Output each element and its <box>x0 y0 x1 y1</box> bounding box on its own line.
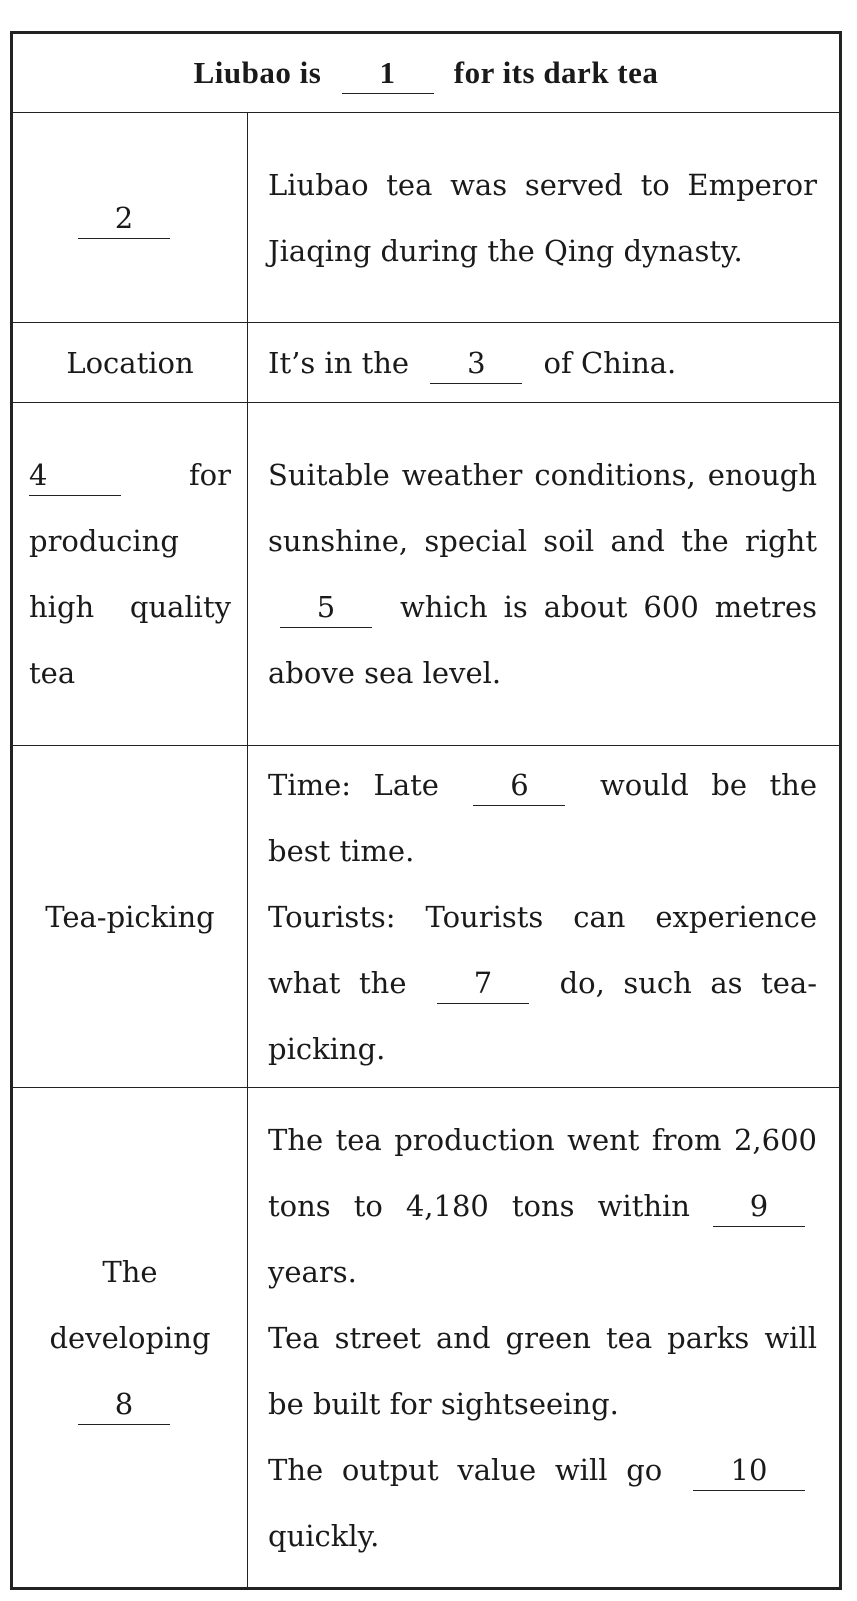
answer-blank-4[interactable]: 4 <box>29 455 121 496</box>
row-content <box>248 113 840 323</box>
row-label-text: The developing <box>49 1254 211 1355</box>
answer-blank-7[interactable]: 7 <box>437 963 529 1004</box>
row-label <box>13 403 248 746</box>
row-label <box>13 113 248 323</box>
time-paragraph <box>268 752 817 884</box>
answer-blank-5[interactable]: 5 <box>280 587 372 628</box>
answer-blank-2[interactable]: 2 <box>78 198 170 239</box>
worksheet-table <box>10 31 842 1590</box>
row-label: Location <box>13 323 248 403</box>
table-title <box>13 34 840 113</box>
row-content <box>248 1088 840 1588</box>
output-after: quickly. <box>268 1518 380 1553</box>
tourists-after: do, such as tea-picking. <box>268 965 818 1066</box>
answer-blank-1[interactable]: 1 <box>342 53 434 94</box>
street-paragraph: Tea street and green tea parks will be built for sightseeing. <box>268 1320 817 1421</box>
row-content <box>248 746 840 1088</box>
answer-blank-3[interactable]: 3 <box>430 343 522 384</box>
row-text-before: It’s in the <box>268 345 410 380</box>
title-row <box>13 34 840 113</box>
time-after: would be the best time. <box>268 767 817 868</box>
table-row <box>13 403 840 746</box>
row-label: Tea-picking <box>13 746 248 1088</box>
answer-blank-9[interactable]: 9 <box>713 1186 805 1227</box>
row-text-before: Suitable weather conditions, enough sunshine, special soil and the right <box>268 458 817 558</box>
row-text-after: of China. <box>543 345 677 380</box>
tourists-before: Tourists: Tourists can experience what the <box>268 899 817 1000</box>
output-before: The output value will go <box>268 1452 663 1487</box>
title-before: Liubao is <box>193 54 322 90</box>
table-row <box>13 746 840 1088</box>
output-paragraph <box>268 1437 817 1569</box>
table-row <box>13 113 840 323</box>
answer-blank-6[interactable]: 6 <box>473 765 565 806</box>
info-table <box>12 33 840 1588</box>
table-row <box>13 1088 840 1588</box>
answer-blank-10[interactable]: 10 <box>693 1450 805 1491</box>
table-row <box>13 323 840 403</box>
answer-blank-8[interactable]: 8 <box>78 1384 170 1425</box>
title-after: for its dark tea <box>453 54 659 90</box>
row-text-after: which is about 600 metres above sea level. <box>268 590 817 690</box>
time-before: Time: Late <box>268 767 439 802</box>
row-content <box>248 403 840 746</box>
tourists-paragraph <box>268 884 817 1082</box>
production-after: years. <box>268 1254 357 1289</box>
row-label <box>13 1088 248 1588</box>
production-before: The tea production went from 2,600 tons to 4,180 tons within <box>268 1122 817 1223</box>
row-label-text: for producing high quality tea <box>29 458 231 690</box>
row-content <box>248 323 840 403</box>
production-paragraph <box>268 1107 817 1305</box>
row-text: Liubao tea was served to Emperor Jiaqing during the Qing dynasty. <box>268 167 817 268</box>
